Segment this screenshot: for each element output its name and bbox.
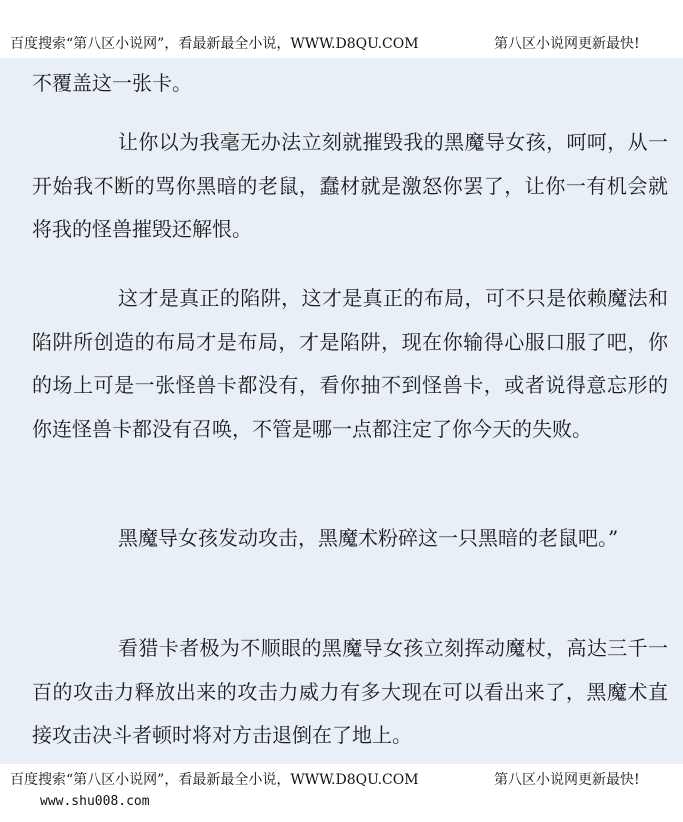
paragraph-5: 看猎卡者极为不顺眼的黑魔导女孩立刻挥动魔杖，高达三千一百的攻击力释放出来的攻击力威力有多大现在可以看出来了，黑魔术直接攻击决斗者顿时将对方击退倒在了地上。 — [32, 636, 668, 747]
chapter-page — [0, 58, 683, 764]
paragraph-3: 这才是真正的陷阱，这才是真正的布局，可不只是依赖魔法和陷阱所创造的布局才是布局，才是陷阱，现在你输得心服口服了吧，你的场上可是一张怪兽卡都没有，看你抽不到怪兽卡，或者说得意忘形的你连怪兽卡都没有召唤，不管是哪一点都注定了你今天的失败。 — [32, 286, 668, 441]
paragraph-1: 不覆盖这一张卡。 — [32, 71, 192, 95]
paragraph-2: 让你以为我毫无办法立刻就摧毁我的黑魔导女孩，呵呵，从一开始我不断的骂你黑暗的老鼠，蠢材就是激怒你罢了，让你一有机会就将我的怪兽摧毁还解恨。 — [32, 130, 668, 241]
site-slogan: 第八区小说网更新最快! — [494, 36, 640, 52]
site-slogan: 第八区小说网更新最快! — [494, 772, 640, 788]
promo-text: 百度搜索“第八区小说网”，看最新最全小说，WWW.D8QU.COM — [10, 36, 419, 52]
paragraph-4: 黑魔导女孩发动攻击，黑魔术粉碎这一只黑暗的老鼠吧。” — [118, 526, 619, 550]
bottom-promo-banner — [0, 766, 683, 794]
promo-text: 百度搜索“第八区小说网”，看最新最全小说，WWW.D8QU.COM — [10, 772, 419, 788]
site-url-link[interactable]: www.shu008.com — [40, 794, 150, 809]
top-promo-banner — [0, 30, 683, 58]
